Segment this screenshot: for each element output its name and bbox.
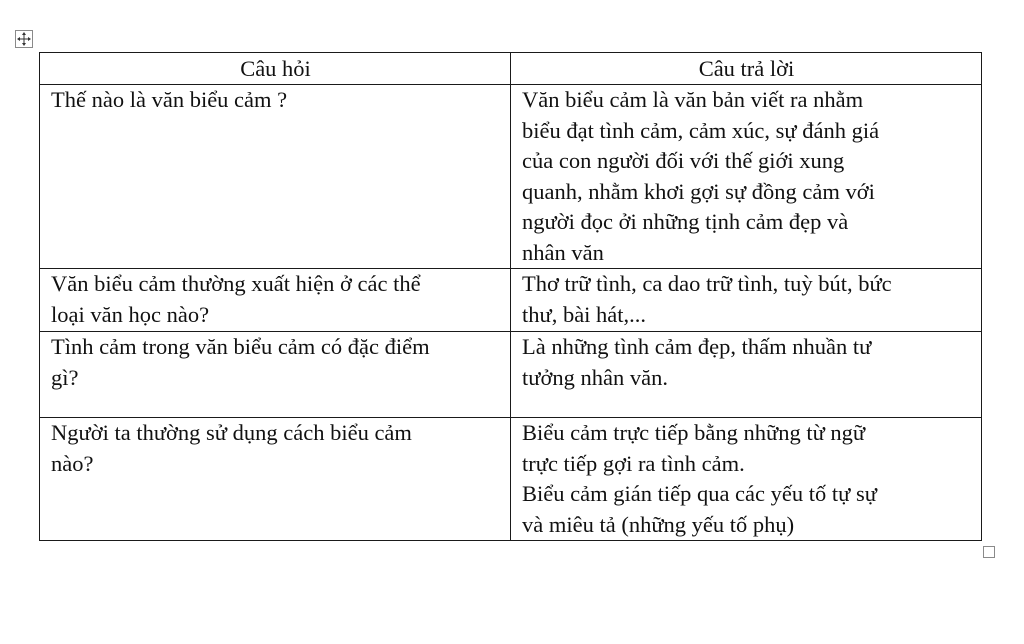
question-cell[interactable]: [40, 418, 511, 541]
table-header-row: [40, 53, 982, 85]
table-row: [40, 85, 982, 269]
answer-text: Là những tình cảm đẹp, thấm nhuần tư tưởng nhân văn.: [522, 334, 872, 390]
question-cell[interactable]: [40, 269, 511, 332]
question-text: Người ta thường sử dụng cách biểu cảm nào?: [51, 420, 412, 476]
table-row: [40, 418, 982, 541]
answer-cell[interactable]: [511, 418, 982, 541]
table-row: [40, 269, 982, 332]
header-question[interactable]: Câu hỏi: [40, 53, 511, 85]
question-cell[interactable]: [40, 332, 511, 418]
question-cell[interactable]: [40, 85, 511, 269]
answer-cell[interactable]: [511, 85, 982, 269]
answer-cell[interactable]: [511, 269, 982, 332]
answer-text: Thơ trữ tình, ca dao trữ tình, tuỳ bút, bức thư, bài hát,...: [522, 271, 892, 327]
table-resize-handle-icon[interactable]: [983, 546, 995, 558]
table-row: [40, 332, 982, 418]
header-answer[interactable]: Câu trả lời: [511, 53, 982, 85]
question-text: Tình cảm trong văn biểu cảm có đặc điểm gì?: [51, 334, 430, 390]
qa-table: [39, 52, 982, 541]
answer-cell[interactable]: [511, 332, 982, 418]
answer-text: Văn biểu cảm là văn bản viết ra nhằm biểu đạt tình cảm, cảm xúc, sự đánh giá của con người đối với thế giới xung quanh, nhằm khơi gợi sự đồng cảm với người đọc ởi những tịnh cảm đẹp và nhân văn: [522, 87, 880, 265]
question-text: Thế nào là văn biểu cảm ?: [51, 87, 288, 112]
answer-text: Biểu cảm trực tiếp bằng những từ ngữ trực tiếp gợi ra tình cảm. Biểu cảm gián tiếp qua các yếu tố tự sự và miêu tả (những yếu tố phụ): [522, 420, 877, 537]
table-move-handle-icon[interactable]: [15, 30, 33, 48]
question-text: Văn biểu cảm thường xuất hiện ở các thể loại văn học nào?: [51, 271, 421, 327]
